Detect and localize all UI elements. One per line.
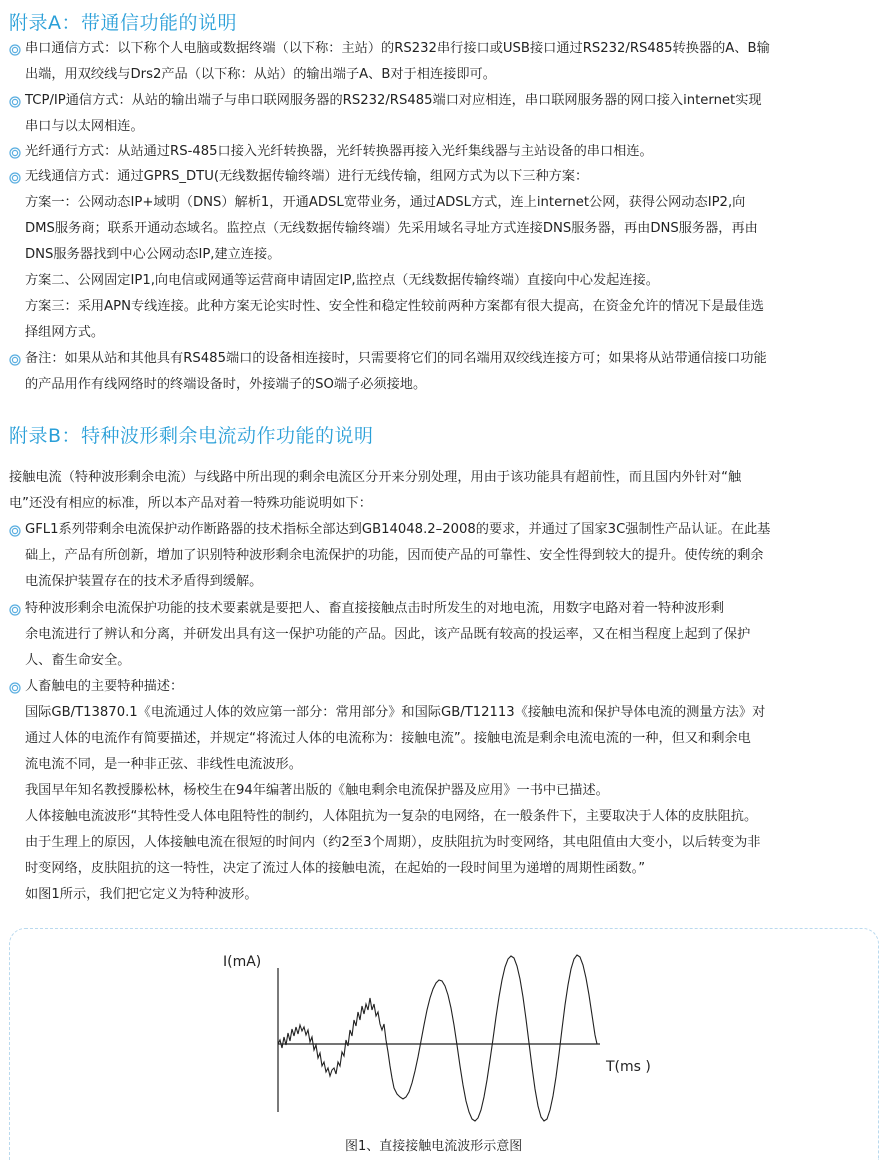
appendix-a-line: 出端，用双绞线与Drs2产品（以下称：从站）的输出端子A、B对于相连接即可。 xyxy=(25,67,496,82)
appendix-b-line: 余电流进行了辨认和分离，并研发出具有这一保护功能的产品。因此，该产品既有较高的投运率，又在相当程度上起到了保护 xyxy=(25,627,751,642)
waveform-curve xyxy=(278,955,597,1121)
appendix-b-title: 附录B：特种波形剩余电流动作功能的说明 xyxy=(9,425,374,447)
figure-caption: 图1、直接接触电流波形示意图 xyxy=(345,1139,523,1154)
x-axis-label: T(ms ) xyxy=(606,1059,651,1075)
appendix-a-line: TCP/IP通信方式：从站的输出端子与串口联网服务器的RS232/RS485端口对应相连，串口联网服务器的网口接入internet实现 xyxy=(25,93,762,108)
appendix-b-line: 如图1所示，我们把它定义为特种波形。 xyxy=(25,887,258,902)
appendix-b-line: 础上，产品有所创新，增加了识别特种波形剩余电流保护的功能，因而使产品的可靠性、安全性得到较大的提升。使传统的剩余 xyxy=(25,548,764,563)
appendix-b-line: 时变网络，皮肤阻抗的这一特性，决定了流过人体的接触电流，在起始的一段时间里为递增的周期性函数。” xyxy=(25,861,646,876)
appendix-a-line: 串口与以太网相连。 xyxy=(25,119,144,134)
appendix-a-line: 光纤通行方式：从站通过RS-485口接入光纤转换器，光纤转换器再接入光纤集线器与主站设备的串口相连。 xyxy=(25,144,653,159)
appendix-a-line: 择组网方式。 xyxy=(25,325,105,340)
appendix-b-line: 人、畜生命安全。 xyxy=(25,653,131,668)
appendix-b-line: 电”还没有相应的标准，所以本产品对着一特殊功能说明如下： xyxy=(9,496,372,511)
appendix-a-line: 备注：如果从站和其他具有RS485端口的设备相连接时，只需要将它们的同名端用双绞线连接方可；如果将从站带通信接口功能 xyxy=(25,351,767,366)
appendix-b-line: 接触电流（特种波形剩余电流）与线路中所出现的剩余电流区分开来分别处理，用由于该功能具有超前性，而且国内外针对“触 xyxy=(9,470,742,485)
appendix-b-line: 由于生理上的原因，人体接触电流在很短的时间内（约2至3个周期），皮肤阻抗为时变网络，其电阻值由大变小，以后转变为非 xyxy=(25,835,761,850)
y-axis-label: I(mA) xyxy=(223,954,262,970)
appendix-a-line: 的产品用作有线网络时的终端设备时，外接端子的SO端子必须接地。 xyxy=(25,377,427,392)
appendix-a-line: 方案一：公网动态IP+域明（DNS）解析1，开通ADSL宽带业务，通过ADSL方式，连上internet公网，获得公网动态IP2,向 xyxy=(25,195,746,210)
appendix-a-line: 串口通信方式：以下称个人电脑或数据终端（以下称：主站）的RS232串行接口或USB接口通过RS232/RS485转换器的A、B输 xyxy=(25,41,770,56)
appendix-a-line: 无线通信方式：通过GPRS_DTU(无线数据传输终端）进行无线传输，组网方式为以下三种方案： xyxy=(25,169,589,184)
appendix-b-line: 通过人体的电流作有简要描述，并规定“将流过人体的电流称为：接触电流”。接触电流是剩余电流电流的一种，但又和剩余电 xyxy=(25,731,751,746)
appendix-a-line: DNS服务器找到中心公网动态IP,建立连接。 xyxy=(25,247,281,262)
appendix-b-line: 特种波形剩余电流保护功能的技术要素就是要把人、畜直接接触点击时所发生的对地电流，用数字电路对着一特种波形剩 xyxy=(25,601,724,616)
appendix-b-line: 电流保护装置存在的技术矛盾得到缓解。 xyxy=(25,574,263,589)
appendix-b-line: 我国早年知名教授滕松林，杨校生在94年编著出版的《触电剩余电流保护器及应用》一书中已描述。 xyxy=(25,783,609,798)
appendix-a-line: 方案二、公网固定IP1,向电信或网通等运营商申请固定IP,监控点（无线数据传输终端）直接向中心发起连接。 xyxy=(25,273,659,288)
appendix-a-title: 附录A：带通信功能的说明 xyxy=(9,12,237,34)
appendix-a-line: 方案三：采用APN专线连接。此种方案无论实时性、安全性和稳定性较前两种方案都有很大提高，在资金允许的情况下是最佳选 xyxy=(25,299,764,314)
appendix-b-line: 流电流不同，是一种非正弦、非线性电流波形。 xyxy=(25,757,302,772)
appendix-b-line: 人体接触电流波形“其特性受人体电阻特性的制约，人体阻抗为一复杂的电网络，在一般条件下，主要取决于人体的皮肤阻抗。 xyxy=(25,809,758,824)
appendix-b-line: GFL1系列带剩余电流保护动作断路器的技术指标全部达到GB14048.2–2008的要求，并通过了国家3C强制性产品认证。在此基 xyxy=(25,522,771,537)
appendix-b-line: 国际GB/T13870.1《电流通过人体的效应第一部分：常用部分》和国际GB/T12113《接触电流和保护导体电流的测量方法》对 xyxy=(25,705,766,720)
appendix-b-line: 人畜触电的主要特种描述： xyxy=(25,679,184,694)
appendix-a-line: DMS服务商；联系开通动态域名。监控点（无线数据传输终端）先采用域名寻址方式连接DNS服务器，再由DNS服务器，再由 xyxy=(25,221,758,236)
